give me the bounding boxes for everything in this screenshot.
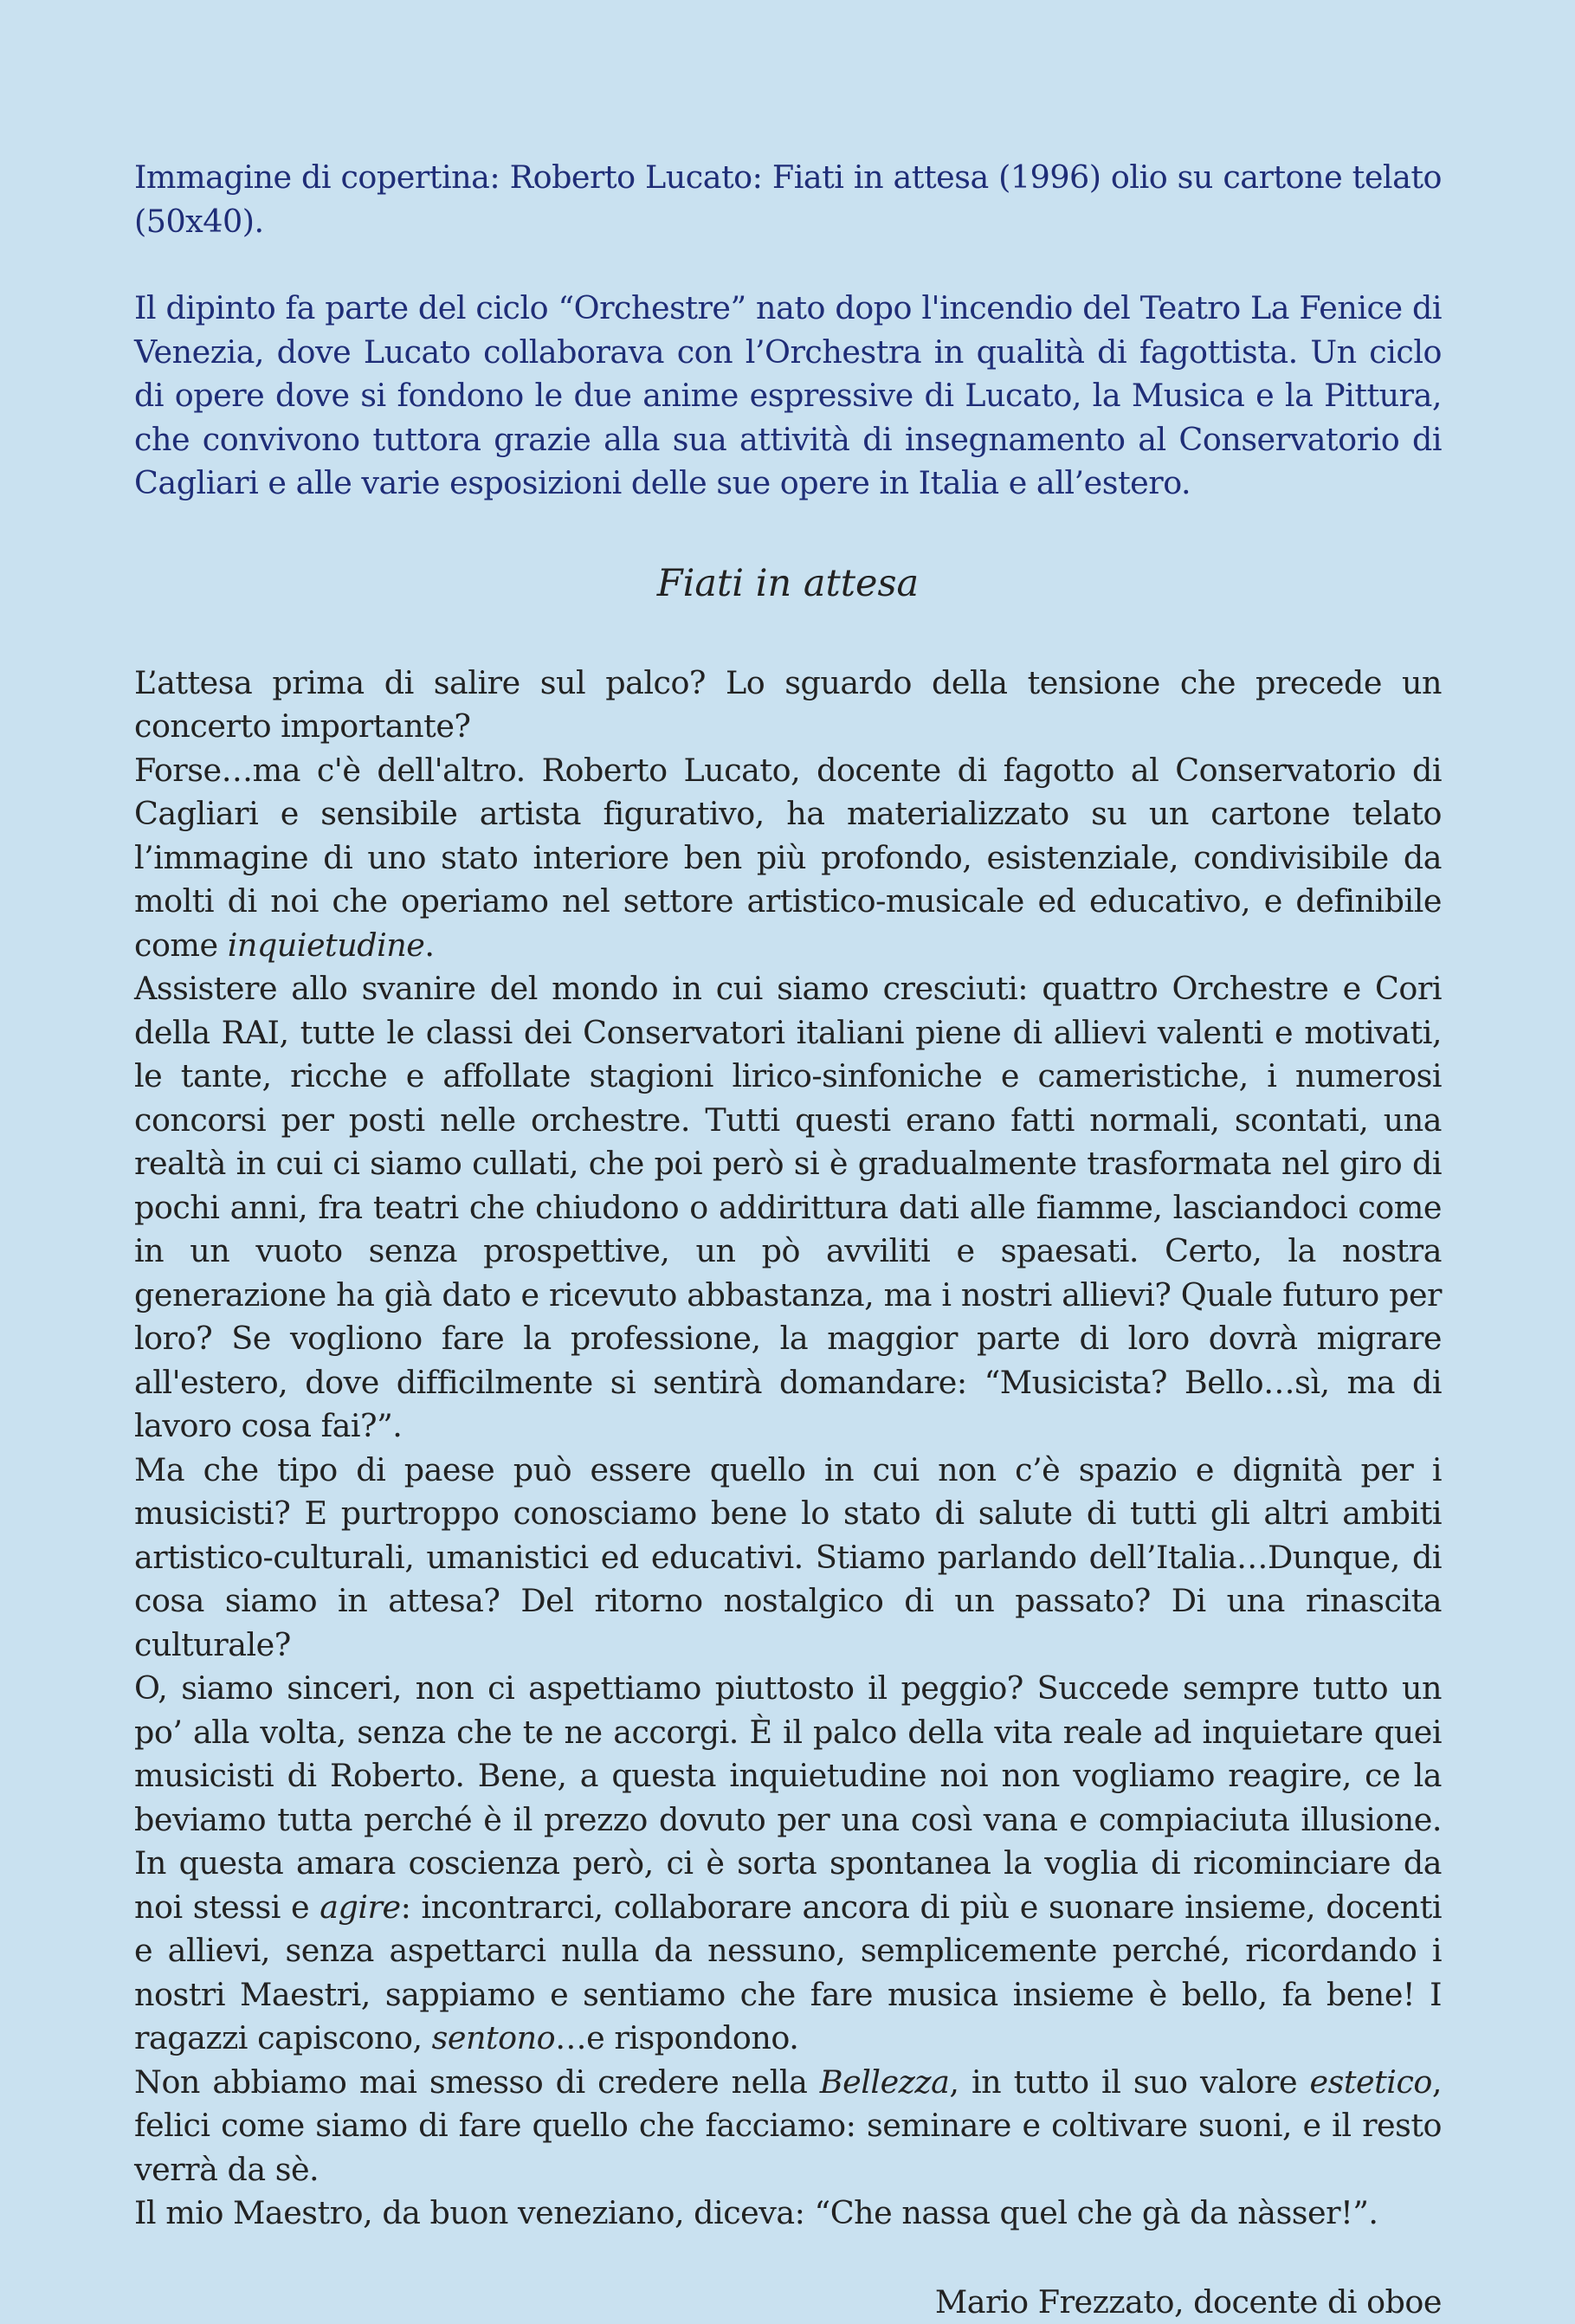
paragraph-2	[134, 749, 1442, 968]
paragraph-3: Assistere allo svanire del mondo in cui siamo cresciuti: quattro Orchestre e Cori della RAI, tutte le classi dei Conservatori italiani piene di allievi valenti e motivati, le tante, ricche e affollate stagioni lirico-sinfoniche e cameristiche, i numerosi concorsi per posti nelle orchestre. Tutti questi erano fatti normali, scontati, una realtà in cui ci siamo cullati, che poi però si è gradualmente trasformata nel giro di pochi anni, fra teatri che chiudono o addirittura dati alle fiamme, lasciandoci come in un vuoto senza prospettive, un pò avviliti e spaesati. Certo, la nostra generazione ha già dato e ricevuto abbastanza, ma i nostri allievi? Quale futuro per loro? Se vogliono fare la professione, la maggior parte di loro dovrà migrare all'estero, dove difficilmente si sentirà domandare: “Musicista? Bello…sì, ma di lavoro cosa fai?”.	[134, 967, 1442, 1449]
paragraph-5-text-b: : incontrarci, collaborare ancora di più e suonare insieme, docenti e allievi, senza aspettarci nulla da nessuno, semplicemente perché, ricordando i nostri Maestri, sappiamo e sentiamo che fare musica insieme è bello, fa bene! I ragazzi capiscono,	[134, 1888, 1442, 2057]
paragraph-6	[134, 2061, 1442, 2192]
paragraph-2-emphasis: inquietudine	[228, 926, 425, 964]
document-page	[134, 156, 1442, 2324]
paragraph-4: Ma che tipo di paese può essere quello in cui non c’è spazio e dignità per i musicisti? E purtroppo conosciamo bene lo stato di salute di tutti gli altri ambiti artistico-culturali, umanistici ed educativi. Stiamo parlando dell’Italia…Dunque, di cosa siamo in attesa? Del ritorno nostalgico di un passato? Di una rinascita culturale?	[134, 1449, 1442, 1668]
paragraph-6-text-a: Non abbiamo mai smesso di credere nella	[134, 2063, 820, 2101]
article-title-text: Fiati in attesa	[657, 558, 919, 610]
cover-caption: Immagine di copertina: Roberto Lucato: Fiati in attesa (1996) olio su cartone telato (50x40).	[134, 156, 1442, 243]
paragraph-5	[134, 1667, 1442, 2061]
author-signature: Mario Frezzato, docente di oboe	[134, 2281, 1442, 2324]
paragraph-2-text-b: .	[424, 926, 434, 964]
paragraph-6-text-b: , in tutto il suo valore	[949, 2063, 1309, 2101]
painting-description: Il dipinto fa parte del ciclo “Orchestre” nato dopo l'incendio del Teatro La Fenice di Venezia, dove Lucato collaborava con l’Orchestra in qualità di fagottista. Un ciclo di opere dove si fondono le due anime espressive di Lucato, la Musica e la Pittura, che convivono tuttora grazie alla sua attività di insegnamento al Conservatorio di Cagliari e alle varie esposizioni delle sue opere in Italia e all’estero.	[134, 287, 1442, 506]
article-body	[134, 662, 1442, 2324]
paragraph-7: Il mio Maestro, da buon veneziano, diceva: “Che nassa quel che gà da nàsser!”.	[134, 2192, 1442, 2236]
paragraph-5-text-a: O, siamo sinceri, non ci aspettiamo piuttosto il peggio? Succede sempre tutto un po’ alla volta, senza che te ne accorgi. È il palco della vita reale ad inquietare quei musicisti di Roberto. Bene, a questa inquietudine noi non vogliamo reagire, ce la beviamo tutta perché è il prezzo dovuto per una così vana e compiaciuta illusione. In questa amara coscienza però, ci è sorta spontanea la voglia di ricominciare da noi stessi e	[134, 1669, 1442, 1926]
paragraph-1: L’attesa prima di salire sul palco? Lo sguardo della tensione che precede un concerto importante?	[134, 662, 1442, 749]
paragraph-6-emphasis-1: Bellezza	[820, 2063, 950, 2101]
paragraph-6-emphasis-2: estetico	[1310, 2063, 1432, 2101]
article-title	[134, 558, 1442, 610]
paragraph-2-text-a: Forse…ma c'è dell'altro. Roberto Lucato, docente di fagotto al Conservatorio di Cagliari e sensibile artista figurativo, ha materializzato su un cartone telato l’immagine di uno stato interiore ben più profondo, esistenziale, condivisibile da molti di noi che operiamo nel settore artistico-musicale ed educativo, e definibile come	[134, 752, 1442, 964]
paragraph-5-emphasis-2: sentono	[432, 2019, 555, 2056]
paragraph-5-text-c: …e rispondono.	[555, 2019, 798, 2056]
paragraph-5-emphasis-1: agire	[320, 1888, 400, 1926]
paragraph-6-text-c: , felici come siamo di fare quello che facciamo: seminare e coltivare suoni, e il resto verrà da sè.	[134, 2063, 1442, 2188]
